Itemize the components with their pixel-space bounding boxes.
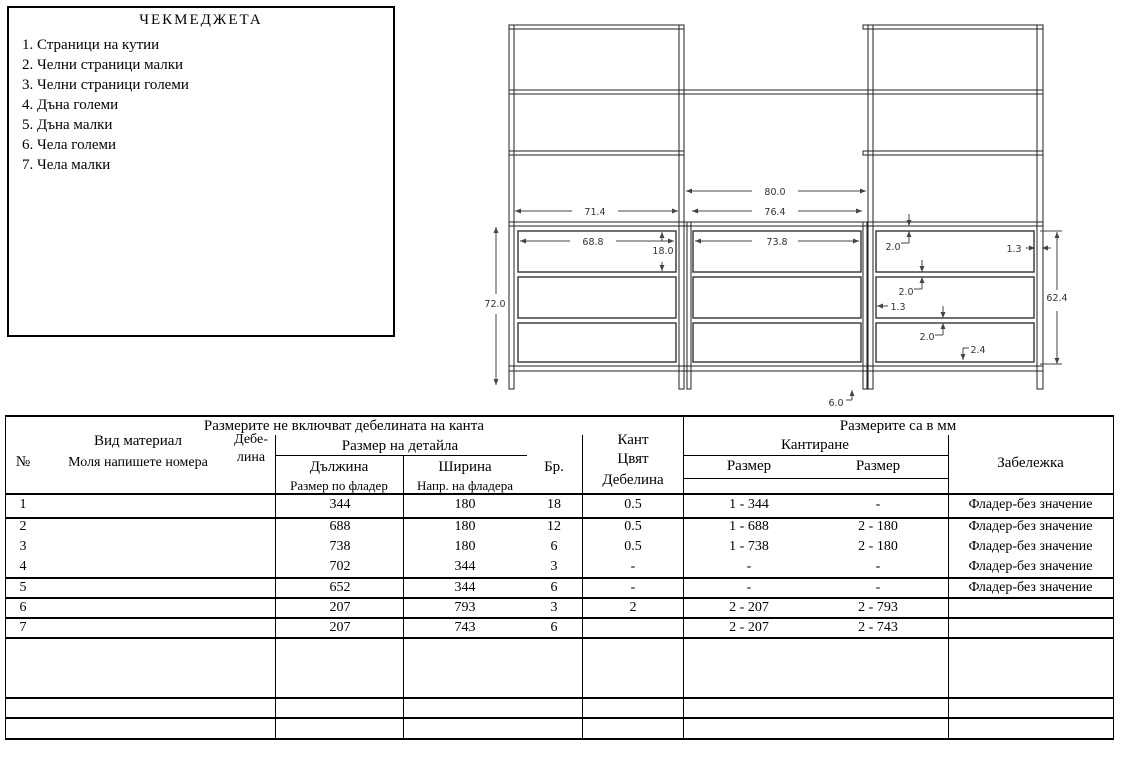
cell-edging1: 2 - 207 bbox=[729, 600, 769, 615]
grid-line bbox=[683, 478, 948, 479]
cell-width: 743 bbox=[454, 620, 476, 635]
col-header-material: Вид материал bbox=[93, 433, 183, 449]
grid-line bbox=[683, 455, 948, 456]
dimension-label: 2.0 bbox=[919, 332, 935, 343]
cell-width: 344 bbox=[454, 559, 476, 574]
cell-edging2: - bbox=[875, 580, 881, 595]
grid-line bbox=[5, 717, 1114, 719]
dimension-label: 72.0 bbox=[484, 299, 506, 310]
cell-edging1: - bbox=[746, 580, 752, 595]
col-header-edging-size2: Размер bbox=[855, 458, 901, 474]
cell-edge: 0.5 bbox=[624, 539, 642, 554]
col-header-width: Ширина bbox=[438, 459, 492, 475]
cell-edging2: 2 - 743 bbox=[858, 620, 898, 635]
dimension-label: 1.3 bbox=[890, 302, 906, 313]
col-header-material-sub: Моля напишете номера bbox=[68, 455, 208, 470]
dimension-label: 1.3 bbox=[1006, 244, 1022, 255]
legend-item: 7. Чела малки bbox=[22, 157, 111, 173]
cell-edge: - bbox=[630, 580, 636, 595]
cell-note: Фладер-без значение bbox=[968, 539, 1093, 554]
col-header-edge2: Цвят bbox=[617, 451, 649, 467]
cell-note: Фладер-без значение bbox=[968, 559, 1093, 574]
cell-note: Фладер-без значение bbox=[968, 497, 1093, 512]
cell-qty: 18 bbox=[547, 497, 561, 512]
cell-edge: - bbox=[630, 559, 636, 574]
legend-item: 2. Челни страници малки bbox=[22, 57, 184, 73]
cell-edging2: - bbox=[875, 559, 881, 574]
cell-num: 2 bbox=[19, 519, 27, 534]
grid-line bbox=[275, 455, 527, 456]
legend-box bbox=[7, 6, 395, 337]
legend-item: 1. Страници на кутии bbox=[22, 37, 160, 53]
dimension-label: 18.0 bbox=[652, 246, 674, 257]
grid-line bbox=[5, 637, 1114, 639]
dimension-label: 2.0 bbox=[898, 287, 914, 298]
cell-width: 180 bbox=[454, 539, 476, 554]
col-header-edging-size1: Размер bbox=[726, 458, 772, 474]
cell-edging2: 2 - 180 bbox=[858, 519, 898, 534]
cell-width: 180 bbox=[454, 519, 476, 534]
grid-line bbox=[5, 493, 1114, 495]
legend-item: 4. Дъна големи bbox=[22, 97, 119, 113]
dimension-label: 2.0 bbox=[885, 242, 901, 253]
legend-item: 5. Дъна малки bbox=[22, 117, 113, 133]
cell-length: 652 bbox=[329, 580, 351, 595]
dimension-label: 76.4 bbox=[764, 207, 786, 218]
cell-length: 207 bbox=[329, 600, 351, 615]
cell-num: 7 bbox=[19, 620, 27, 635]
grid-line bbox=[948, 435, 949, 738]
cell-qty: 12 bbox=[547, 519, 561, 534]
cell-edge: 0.5 bbox=[624, 497, 642, 512]
col-header-length: Дължина bbox=[309, 459, 369, 475]
cell-qty: 6 bbox=[550, 580, 558, 595]
col-header-edging: Кантиране bbox=[781, 437, 849, 453]
col-header-length-sub: Размер по фладер bbox=[290, 478, 388, 493]
cell-note: Фладер-без значение bbox=[968, 580, 1093, 595]
grid-line bbox=[582, 435, 583, 738]
cell-edging2: - bbox=[875, 497, 881, 512]
col-header-detail-size: Размер на детайла bbox=[341, 438, 459, 454]
cell-edging2: 2 - 793 bbox=[858, 600, 898, 615]
cell-qty: 6 bbox=[550, 620, 558, 635]
cell-edging2: 2 - 180 bbox=[858, 539, 898, 554]
cell-length: 702 bbox=[329, 559, 351, 574]
dimension-label: 68.8 bbox=[582, 237, 604, 248]
grid-line bbox=[275, 435, 276, 738]
table-note-right: Размерите са в мм bbox=[839, 418, 957, 434]
col-header-thickness: Дебе- bbox=[234, 432, 268, 447]
cell-length: 738 bbox=[329, 539, 351, 554]
cell-edging1: - bbox=[746, 559, 752, 574]
cell-num: 3 bbox=[19, 539, 27, 554]
cell-edge: 0.5 bbox=[624, 519, 642, 534]
dimension-label: 71.4 bbox=[584, 207, 606, 218]
col-header-width-sub: Напр. на фладера bbox=[417, 478, 513, 493]
cell-num: 1 bbox=[19, 497, 27, 512]
cell-num: 5 bbox=[19, 580, 27, 595]
cell-qty: 3 bbox=[550, 600, 558, 615]
cell-width: 180 bbox=[454, 497, 476, 512]
cell-edging1: 2 - 207 bbox=[729, 620, 769, 635]
col-header-note: Забележка bbox=[997, 455, 1064, 471]
col-header-edge3: Дебелина bbox=[602, 472, 664, 488]
legend-title: ЧЕКМЕДЖЕТА bbox=[139, 12, 263, 28]
dimension-label: 2.4 bbox=[970, 345, 986, 356]
legend-item: 6. Чела големи bbox=[22, 137, 117, 153]
cabinet-drawing bbox=[470, 10, 1090, 415]
legend-item: 3. Челни страници големи bbox=[22, 77, 189, 93]
cell-edge: 2 bbox=[629, 600, 637, 615]
col-header-num: № bbox=[15, 454, 31, 470]
cell-qty: 6 bbox=[550, 539, 558, 554]
grid-line bbox=[5, 738, 1114, 740]
cell-edging1: 1 - 738 bbox=[729, 539, 769, 554]
cell-edging1: 1 - 344 bbox=[729, 497, 769, 512]
cell-num: 6 bbox=[19, 600, 27, 615]
col-header-thickness-sub: лина bbox=[236, 450, 266, 465]
dimension-label: 62.4 bbox=[1046, 293, 1068, 304]
drawer-boxes bbox=[518, 231, 1034, 362]
cell-num: 4 bbox=[19, 559, 27, 574]
cell-width: 344 bbox=[454, 580, 476, 595]
table-note-left: Размерите не включват дебелината на канта bbox=[203, 418, 485, 434]
cell-length: 344 bbox=[329, 497, 351, 512]
grid-line bbox=[5, 697, 1114, 699]
col-header-edge1: Кант bbox=[617, 432, 649, 448]
cell-note: Фладер-без значение bbox=[968, 519, 1093, 534]
cell-qty: 3 bbox=[550, 559, 558, 574]
dimension-label: 6.0 bbox=[828, 398, 844, 409]
cell-edging1: 1 - 688 bbox=[729, 519, 769, 534]
dimension-label: 73.8 bbox=[766, 237, 788, 248]
cell-length: 688 bbox=[329, 519, 351, 534]
cell-length: 207 bbox=[329, 620, 351, 635]
dimension-label: 80.0 bbox=[764, 187, 786, 198]
dimension-lines bbox=[484, 187, 1067, 409]
col-header-qty: Бр. bbox=[544, 459, 564, 475]
cell-width: 793 bbox=[454, 600, 476, 615]
